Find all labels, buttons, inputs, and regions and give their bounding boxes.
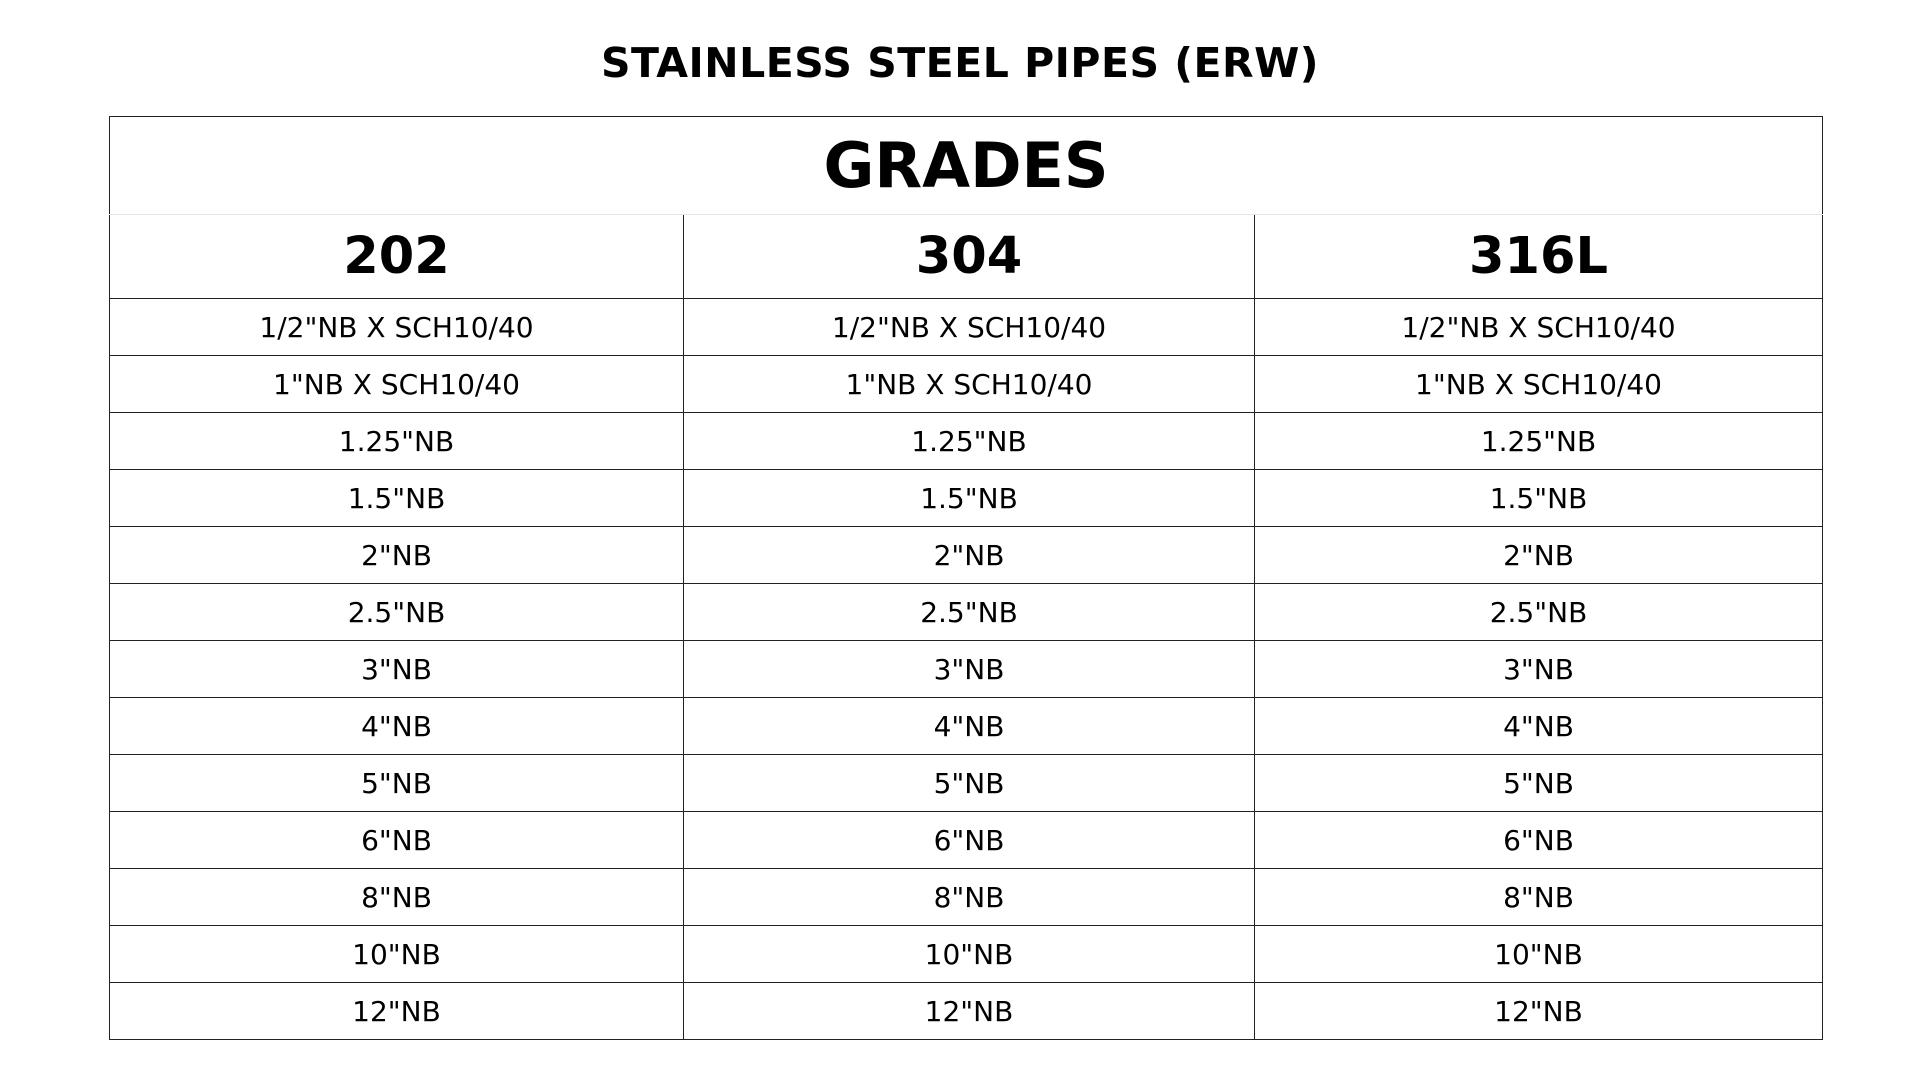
table-cell: 4"NB — [1255, 698, 1823, 755]
table-cell: 1"NB X SCH10/40 — [1255, 356, 1823, 413]
table-cell: 1.5"NB — [110, 470, 684, 527]
table-row — [110, 527, 1823, 584]
grade-column-316l: 316L — [1255, 215, 1823, 299]
table-cell: 2"NB — [684, 527, 1255, 584]
table-cell: 1/2"NB X SCH10/40 — [110, 299, 684, 356]
table-cell: 1.25"NB — [684, 413, 1255, 470]
table-row — [110, 584, 1823, 641]
table-cell: 1/2"NB X SCH10/40 — [684, 299, 1255, 356]
table-row — [110, 299, 1823, 356]
table-cell: 1"NB X SCH10/40 — [110, 356, 684, 413]
table-cell: 10"NB — [684, 926, 1255, 983]
table-cell: 6"NB — [1255, 812, 1823, 869]
grade-columns-row — [110, 215, 1823, 299]
table-cell: 3"NB — [684, 641, 1255, 698]
table-cell: 10"NB — [1255, 926, 1823, 983]
table-cell: 2"NB — [110, 527, 684, 584]
table-row — [110, 698, 1823, 755]
table-cell: 12"NB — [110, 983, 684, 1040]
table-row — [110, 356, 1823, 413]
table-row — [110, 755, 1823, 812]
table-cell: 1.25"NB — [1255, 413, 1823, 470]
table-cell: 4"NB — [110, 698, 684, 755]
table-cell: 2.5"NB — [684, 584, 1255, 641]
page-title: STAINLESS STEEL PIPES (ERW) — [600, 39, 1320, 87]
table-cell: 6"NB — [110, 812, 684, 869]
table-cell: 1.5"NB — [1255, 470, 1823, 527]
table-cell: 1/2"NB X SCH10/40 — [1255, 299, 1823, 356]
table-cell: 2.5"NB — [110, 584, 684, 641]
table-row — [110, 470, 1823, 527]
table-cell: 5"NB — [684, 755, 1255, 812]
table-row — [110, 641, 1823, 698]
table-cell: 8"NB — [1255, 869, 1823, 926]
table-row — [110, 812, 1823, 869]
table-cell: 3"NB — [1255, 641, 1823, 698]
grade-column-304: 304 — [684, 215, 1255, 299]
table-cell: 10"NB — [110, 926, 684, 983]
table-cell: 12"NB — [684, 983, 1255, 1040]
table-cell: 1.5"NB — [684, 470, 1255, 527]
table-cell: 6"NB — [684, 812, 1255, 869]
table-cell: 8"NB — [110, 869, 684, 926]
table-cell: 2"NB — [1255, 527, 1823, 584]
grades-header-row — [110, 117, 1823, 215]
table-cell: 1.25"NB — [110, 413, 684, 470]
table-cell: 5"NB — [110, 755, 684, 812]
table-row — [110, 983, 1823, 1040]
table-row — [110, 926, 1823, 983]
table-cell: 5"NB — [1255, 755, 1823, 812]
table-body — [110, 299, 1823, 1040]
grades-table — [109, 116, 1823, 1040]
table-cell: 1"NB X SCH10/40 — [684, 356, 1255, 413]
table-row — [110, 869, 1823, 926]
table-cell: 4"NB — [684, 698, 1255, 755]
table-cell: 8"NB — [684, 869, 1255, 926]
grades-header: GRADES — [110, 117, 1823, 215]
table-row — [110, 413, 1823, 470]
grade-column-202: 202 — [110, 215, 684, 299]
table-cell: 3"NB — [110, 641, 684, 698]
table-cell: 12"NB — [1255, 983, 1823, 1040]
table-cell: 2.5"NB — [1255, 584, 1823, 641]
